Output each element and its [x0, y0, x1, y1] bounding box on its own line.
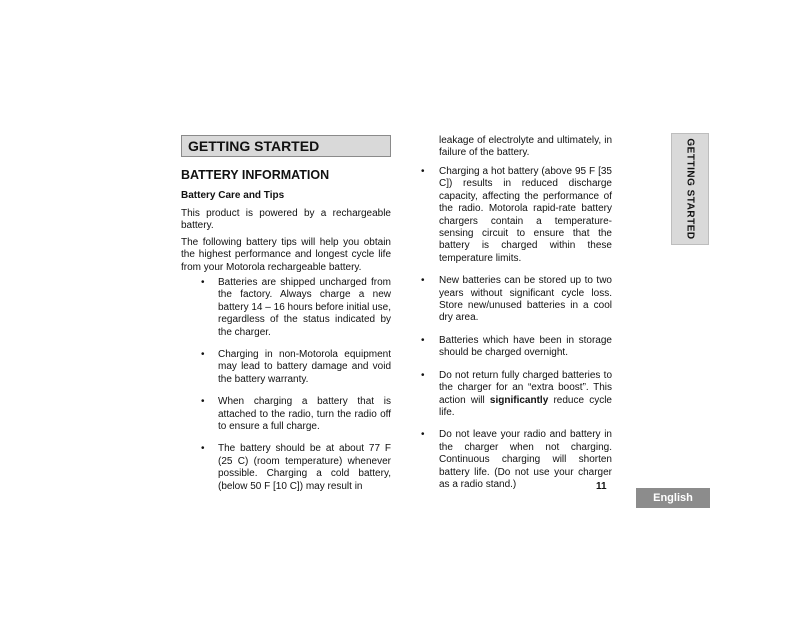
emphasis-text: significantly	[489, 394, 549, 406]
section-heading: BATTERY INFORMATION	[181, 168, 330, 182]
battery-tips-list-right	[420, 166, 612, 501]
list-item-text: Charging in non-Motorola equipment may lead to battery damage and void the battery warranty.	[218, 349, 391, 385]
list-item-text-part: Do not return fully charged batteries to the charger for an “extra boost”. This action will	[439, 369, 612, 406]
list-item-text: Do not leave your radio and battery in the charger when not charging. Continuous charging will shorten battery life. (Do not use your charger as a radio stand.)	[439, 429, 612, 490]
bullet-icon: •	[421, 166, 425, 177]
list-item	[420, 275, 612, 325]
list-item-text: When charging a battery that is attached to the radio, turn the radio off to ensure a full charge.	[218, 396, 391, 433]
list-item-text: The battery should be at about 77 F (25 C) (room temperature) whenever possible. Charging a cold battery, (below 50 F [10 C]) may result in	[218, 443, 391, 492]
bullet-icon: •	[421, 275, 425, 287]
page-number: 11	[596, 481, 607, 492]
list-item	[420, 429, 612, 491]
bullet-icon: •	[201, 396, 205, 408]
list-item	[181, 396, 391, 433]
bullet-icon: •	[201, 349, 205, 361]
list-item	[420, 335, 612, 360]
intro-paragraph: The following battery tips will help you obtain the highest performance and longest cycle life from your Motorola rechargeable battery.	[181, 237, 391, 273]
bullet-icon: •	[421, 429, 425, 441]
list-item	[420, 166, 612, 265]
list-item-text: Batteries which have been in storage should be charged overnight.	[439, 334, 612, 359]
list-item-text: Batteries are shipped uncharged from the factory. Always charge a new battery 14 – 16 hours before initial use, regardless of the status indicated by the charger.	[218, 277, 391, 338]
bullet-icon: •	[201, 277, 205, 288]
list-item	[181, 349, 391, 386]
list-item-text	[439, 370, 612, 420]
list-item	[420, 370, 612, 420]
list-item-text-part: reduce cycle life.	[439, 394, 612, 418]
bullet-icon: •	[421, 334, 425, 346]
intro-paragraph: This product is powered by a rechargeable battery.	[181, 208, 391, 232]
bullet-icon: •	[201, 443, 205, 455]
continued-text: leakage of electrolyte and ultimately, in failure of the battery.	[439, 135, 612, 159]
list-item	[181, 443, 391, 493]
list-item-text: Charging a hot battery (above 95 F [35 C]) results in reduced discharge capacity, affecting the performance of the radio. Motorola rapid-rate battery chargers contain a temperature-sensing circuit to ensure that the battery is charged within these temperature limits.	[439, 166, 612, 264]
section-banner: GETTING STARTED	[181, 135, 391, 157]
list-item-text: New batteries can be stored up to two years without significant cycle loss. Store new/unused batteries in a cool dry area.	[439, 275, 612, 324]
list-item	[181, 277, 391, 339]
chapter-side-tab-label: GETTING STARTED	[684, 138, 696, 240]
subsection-heading: Battery Care and Tips	[181, 190, 285, 201]
chapter-side-tab	[671, 133, 709, 245]
bullet-icon: •	[421, 369, 425, 381]
language-tab: English	[636, 488, 710, 508]
battery-tips-list-left	[181, 277, 391, 503]
